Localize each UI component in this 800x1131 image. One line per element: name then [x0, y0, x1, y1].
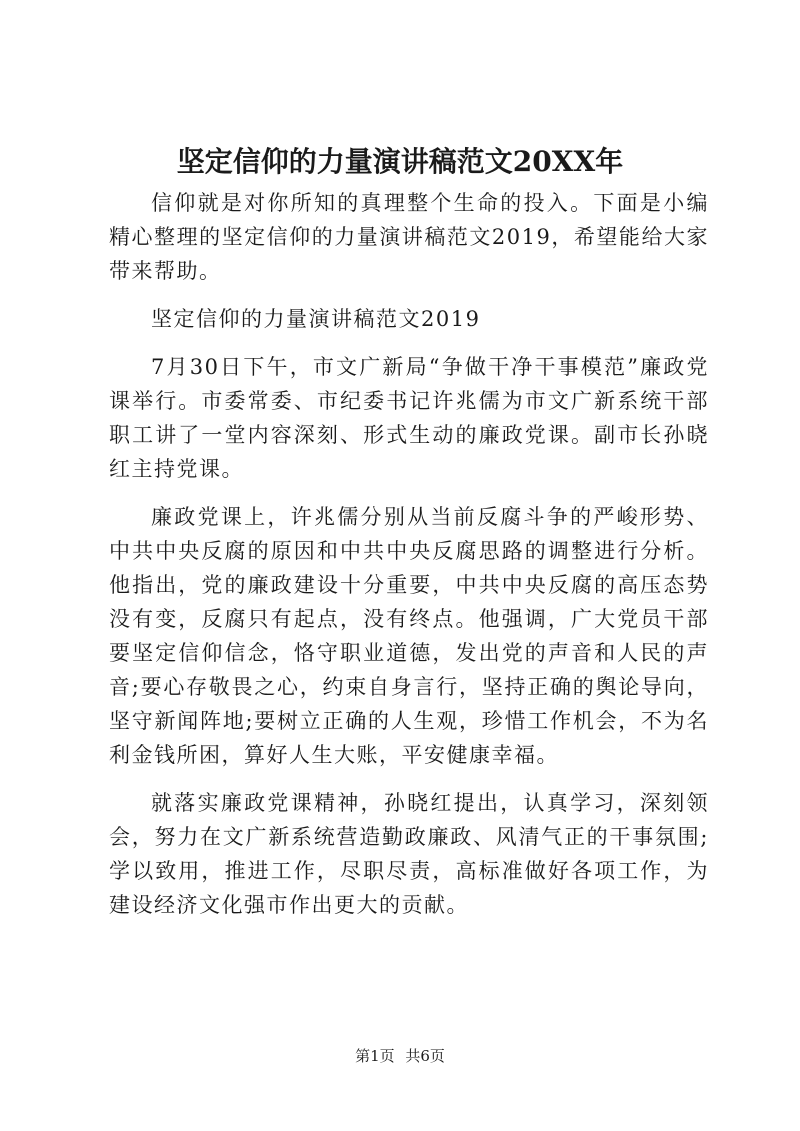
page-number: 第1页: [355, 1047, 395, 1065]
paragraph-implementation: 就落实廉政党课精神，孙晓红提出，认真学习，深刻领会，努力在文广新系统营造勤政廉政、风清气正的干事氛围;学以致用，推进工作，尽职尽责，高标准做好各项工作，为建设经济文化强市作出更大的贡献。: [109, 791, 709, 917]
page-footer: [0, 1046, 800, 1066]
paragraph-event: 7月30日下午，市文广新局“争做干净干事模范”廉政党课举行。市委常委、市纪委书记许兆儒为市文广新系统干部职工讲了一堂内容深刻、形式生动的廉政党课。副市长孙晓红主持党课。: [109, 355, 709, 481]
paragraph-lecture-content: 廉政党课上，许兆儒分别从当前反腐斗争的严峻形势、中共中央反腐的原因和中共中央反腐思路的调整进行分析。他指出，党的廉政建设十分重要，中共中央反腐的高压态势没有变，反腐只有起点，没有终点。他强调，广大党员干部要坚定信仰信念，恪守职业道德，发出党的声音和人民的声音;要心存敬畏之心，约束自身言行，坚持正确的舆论导向，坚守新闻阵地;要树立正确的人生观，珍惜工作机会，不为名利金钱所困，算好人生大账，平安健康幸福。: [109, 505, 709, 767]
document-body: [109, 186, 709, 936]
document-title: 坚定信仰的力量演讲稿范文20XX年: [176, 145, 624, 178]
paragraph-intro: 信仰就是对你所知的真理整个生命的投入。下面是小编精心整理的坚定信仰的力量演讲稿范文2019，希望能给大家带来帮助。: [109, 191, 709, 283]
page-total: 共6页: [405, 1047, 445, 1065]
paragraph-subtitle: 坚定信仰的力量演讲稿范文2019: [151, 307, 481, 331]
